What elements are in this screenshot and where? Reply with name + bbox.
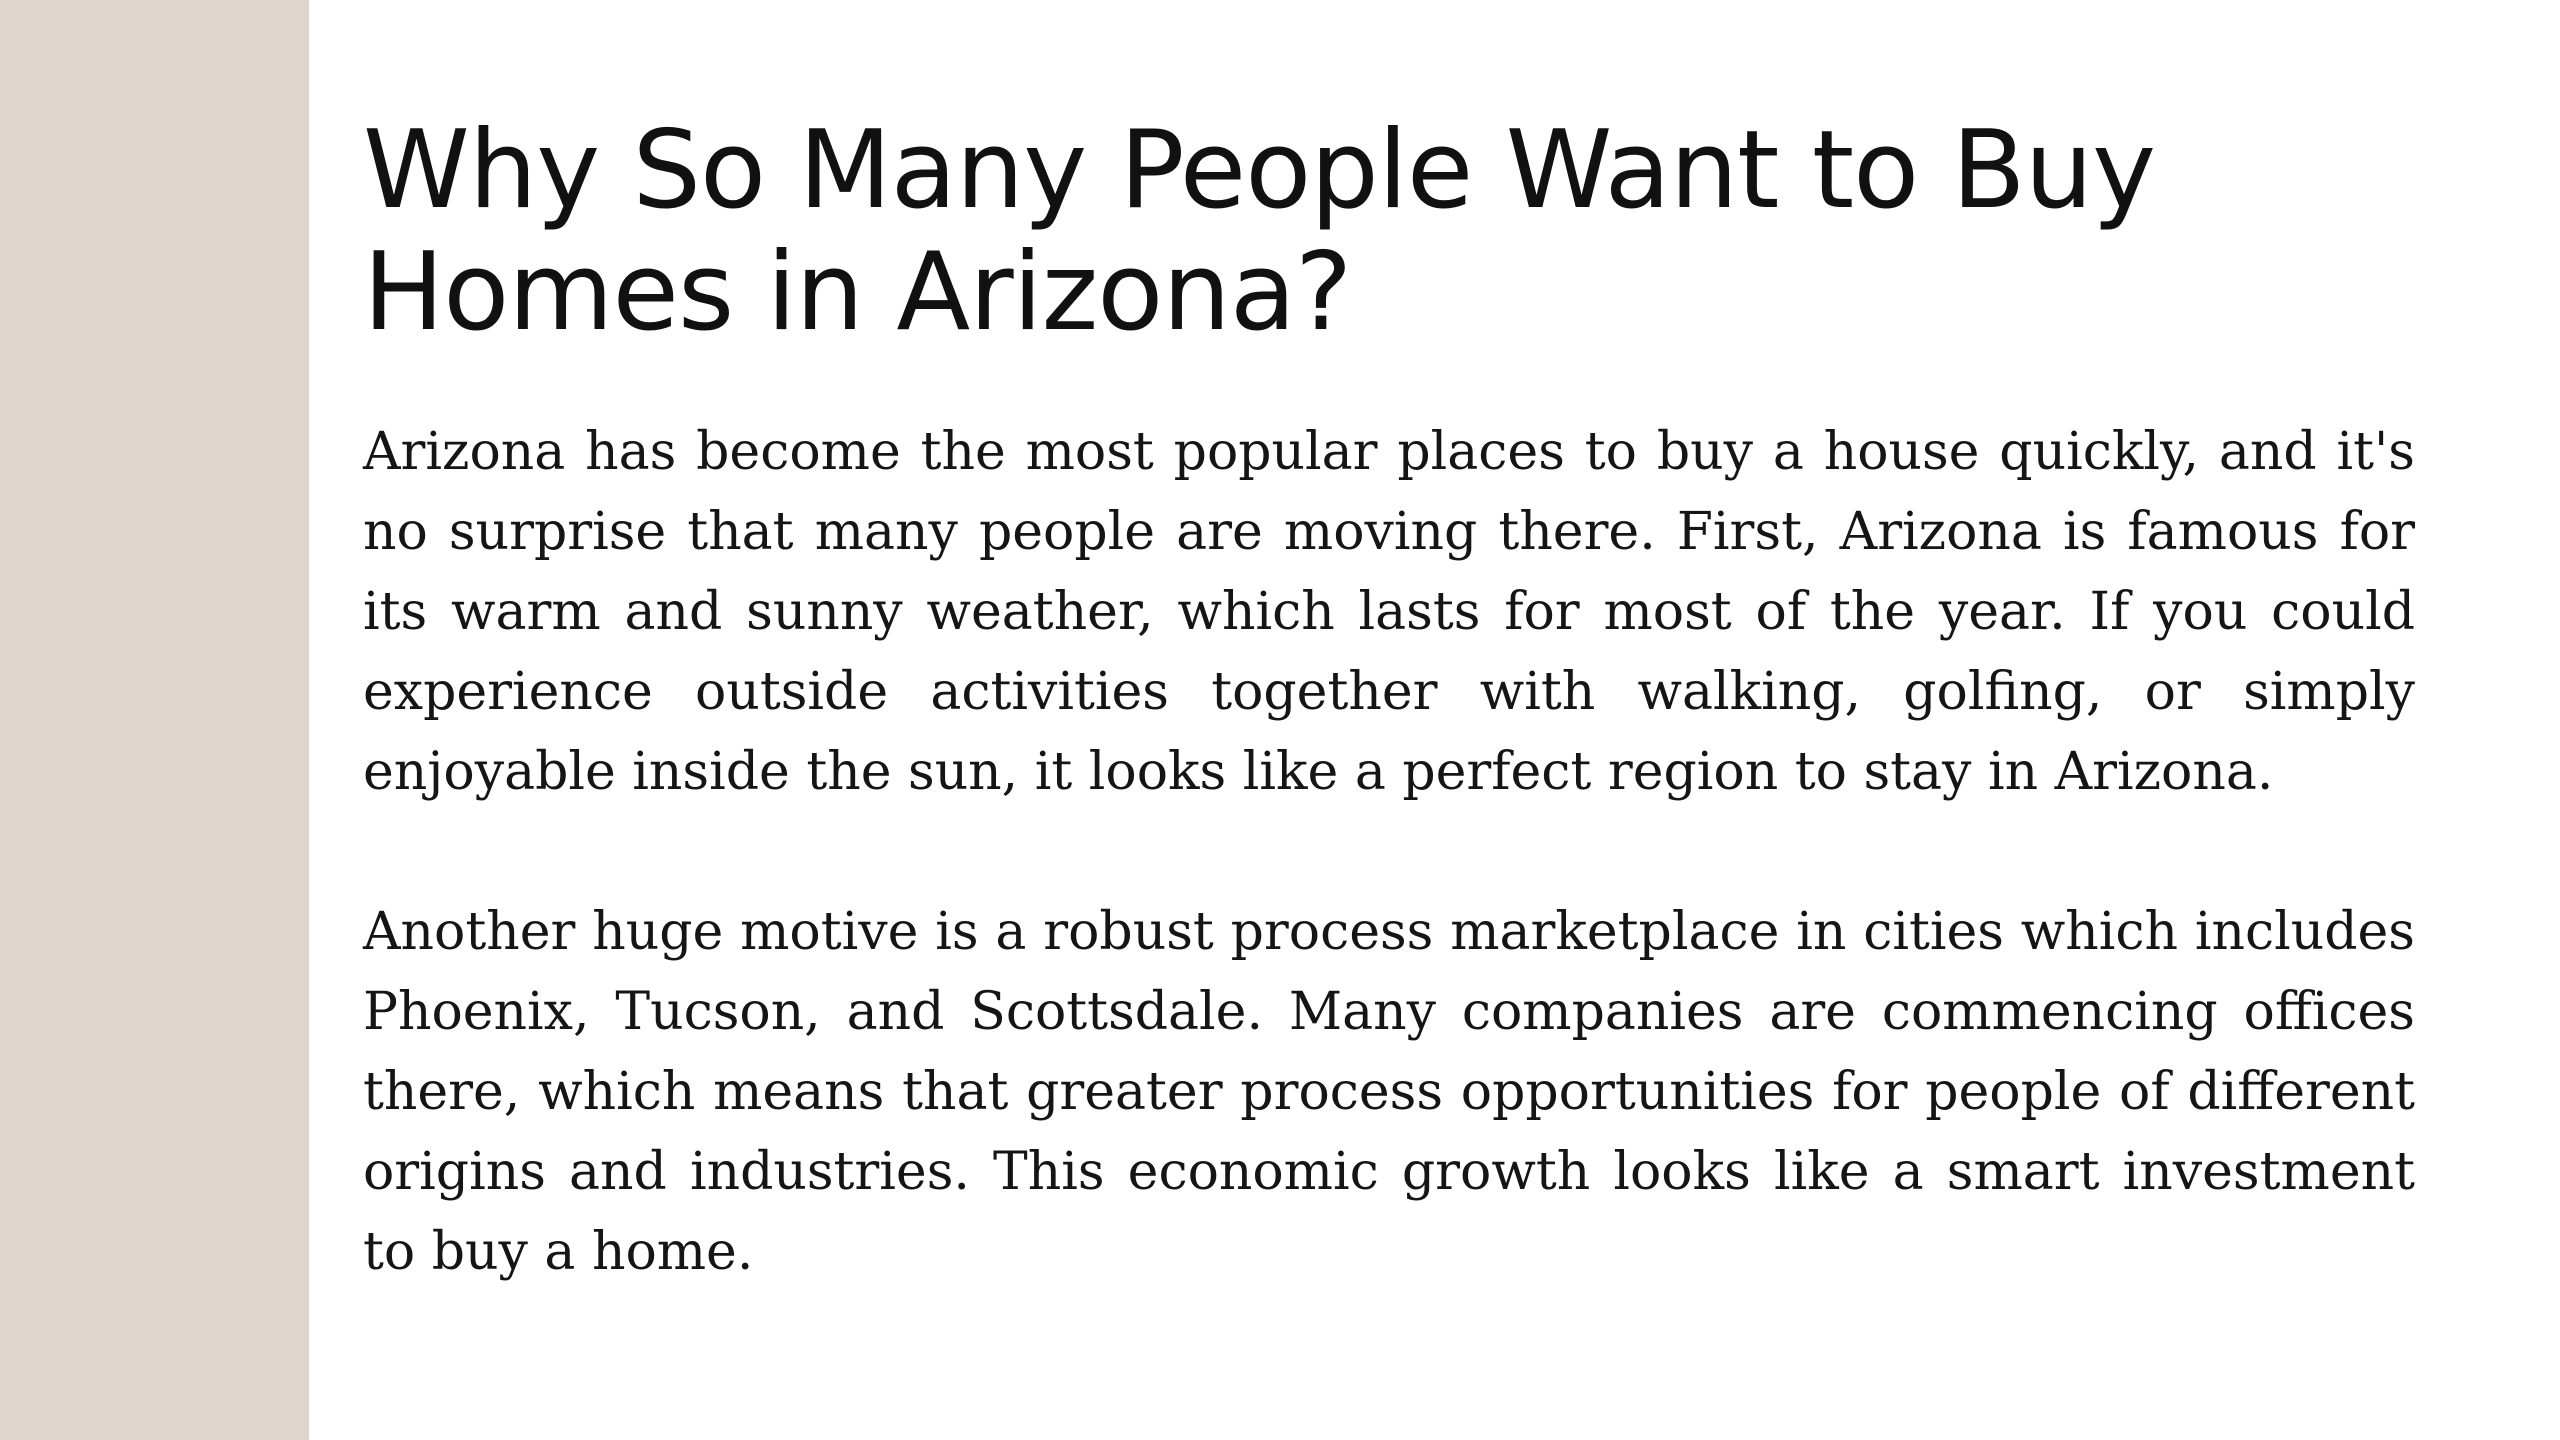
paragraph-1: Arizona has become the most popular places to buy a house quickly, and it's no surprise that many people are moving there. First, Arizona is famous for its warm and sunny weather, which lasts for most of the year. If you could experience outside activities together with walking, golfing, or simply enjoyable inside the sun, it looks like a perfect region to stay in Arizona. [363,422,2415,802]
content-area [363,110,2415,1292]
decorative-side-band [0,0,309,1440]
slide-title: Why So Many People Want to Buy Homes in Arizona? [363,108,2156,355]
paragraph-2: Another huge motive is a robust process marketplace in cities which includes Phoenix, Tucson, and Scottsdale. Many companies are commencing offices there, which means that greater process opportunities for people of different origins and industries. This economic growth looks like a smart investment to buy a home. [363,902,2415,1282]
